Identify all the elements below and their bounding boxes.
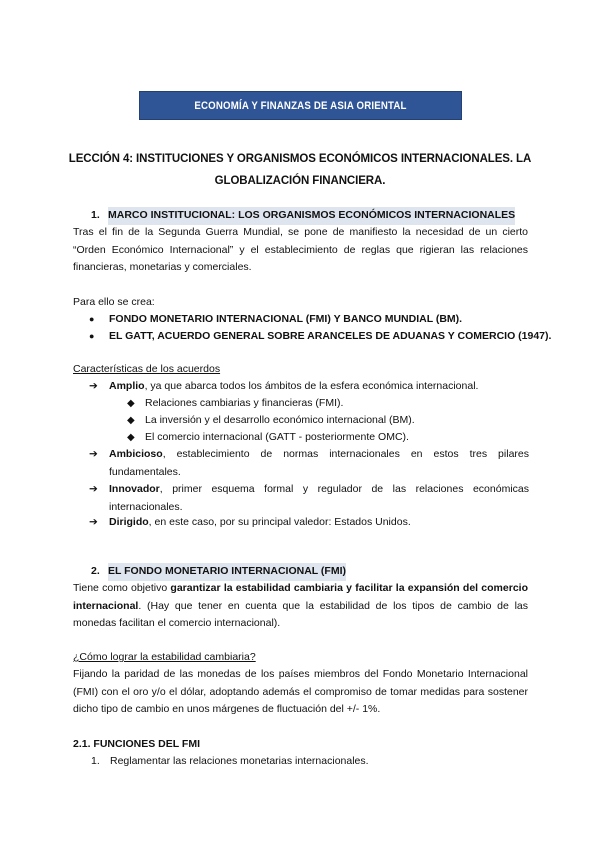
bullet-text: EL GATT, ACUERDO GENERAL SOBRE ARANCELES DE ADUANAS Y COMERCIO (1947). [109,330,552,342]
section-2-title: EL FONDO MONETARIO INTERNACIONAL (FMI) [108,563,346,581]
list-item [89,328,551,346]
feature-item [89,481,529,516]
stability-question: ¿Cómo lograr la estabilidad cambiaria? [73,651,256,663]
feature-item [89,378,529,396]
section-2-number: 2. [91,565,100,577]
sub-feature-item [127,412,415,430]
function-text: Reglamentar las relaciones monetarias internacionales. [110,755,369,767]
diamond-icon: ◆ [127,415,135,426]
sub-feature-text: El comercio internacional (GATT - posteriormente OMC). [145,431,409,443]
bullet-icon: ● [89,314,95,324]
arrow-right-icon: ➔ [89,448,98,460]
feature-text: Amplio, ya que abarca todos los ámbitos de la esfera económica internacional. [109,380,479,392]
function-number: 1. [91,755,100,767]
section-1-number: 1. [91,209,100,221]
section-2-objective: Tiene como objetivo garantizar la estabilidad cambiaria y facilitar la expansión del comercio internacional. (Hay que tener en cuenta que la estabilidad de los tipos de cambio de las monedas facilitan el comercio internacional). [73,582,528,629]
para-ello-text: Para ello se crea: [73,296,155,308]
subsection-title: 2.1. FUNCIONES DEL FMI [73,738,200,750]
diamond-icon: ◆ [127,432,135,443]
feature-item [89,446,529,481]
course-banner-title: ECONOMÍA Y FINANZAS DE ASIA ORIENTAL [194,99,407,112]
bullet-text: FONDO MONETARIO INTERNACIONAL (FMI) Y BANCO MUNDIAL (BM). [109,313,463,325]
feature-text: Innovador, primer esquema formal y regulador de las relaciones económicas internacionales. [109,483,529,513]
sub-feature-item [127,395,343,413]
function-item [91,753,369,771]
feature-text: Ambicioso, establecimiento de normas internacionales en estos tres pilares fundamentales. [109,448,529,478]
sub-feature-item [127,429,409,447]
characteristics-title: Características de los acuerdos [73,363,221,375]
sub-feature-text: Relaciones cambiarias y financieras (FMI). [145,397,344,409]
feature-item [89,514,529,532]
section-2-heading [91,563,346,581]
arrow-right-icon: ➔ [89,380,98,392]
section-1-heading [91,207,515,225]
section-1-title: MARCO INSTITUCIONAL: LOS ORGANISMOS ECONÓMICOS INTERNACIONALES [108,207,515,225]
bullet-icon: ● [89,331,95,341]
feature-text: Dirigido, en este caso, por su principal valedor: Estados Unidos. [109,516,411,528]
arrow-right-icon: ➔ [89,516,98,528]
stability-answer: Fijando la paridad de las monedas de los países miembros del Fondo Monetario Internacional (FMI) con el oro y/o el dólar, adoptando además el compromiso de tomar medidas para sostener dicho tipo de cambio en unos márgenes de fluctuación del +/- 1%. [73,668,528,715]
course-banner [139,91,462,120]
arrow-right-icon: ➔ [89,483,98,495]
section-1-intro: Tras el fin de la Segunda Guerra Mundial, se pone de manifiesto la necesidad de un cierto “Orden Económico Internacional” y el establecimiento de reglas que rigieran las relaciones financieras, monetarias y comerciales. [73,226,528,273]
diamond-icon: ◆ [127,398,135,409]
lesson-title: LECCIÓN 4: INSTITUCIONES Y ORGANISMOS ECONÓMICOS INTERNACIONALES. LA GLOBALIZACIÓN FINANCIERA. [68,153,532,187]
sub-feature-text: La inversión y el desarrollo económico internacional (BM). [145,414,415,426]
list-item [89,311,462,329]
